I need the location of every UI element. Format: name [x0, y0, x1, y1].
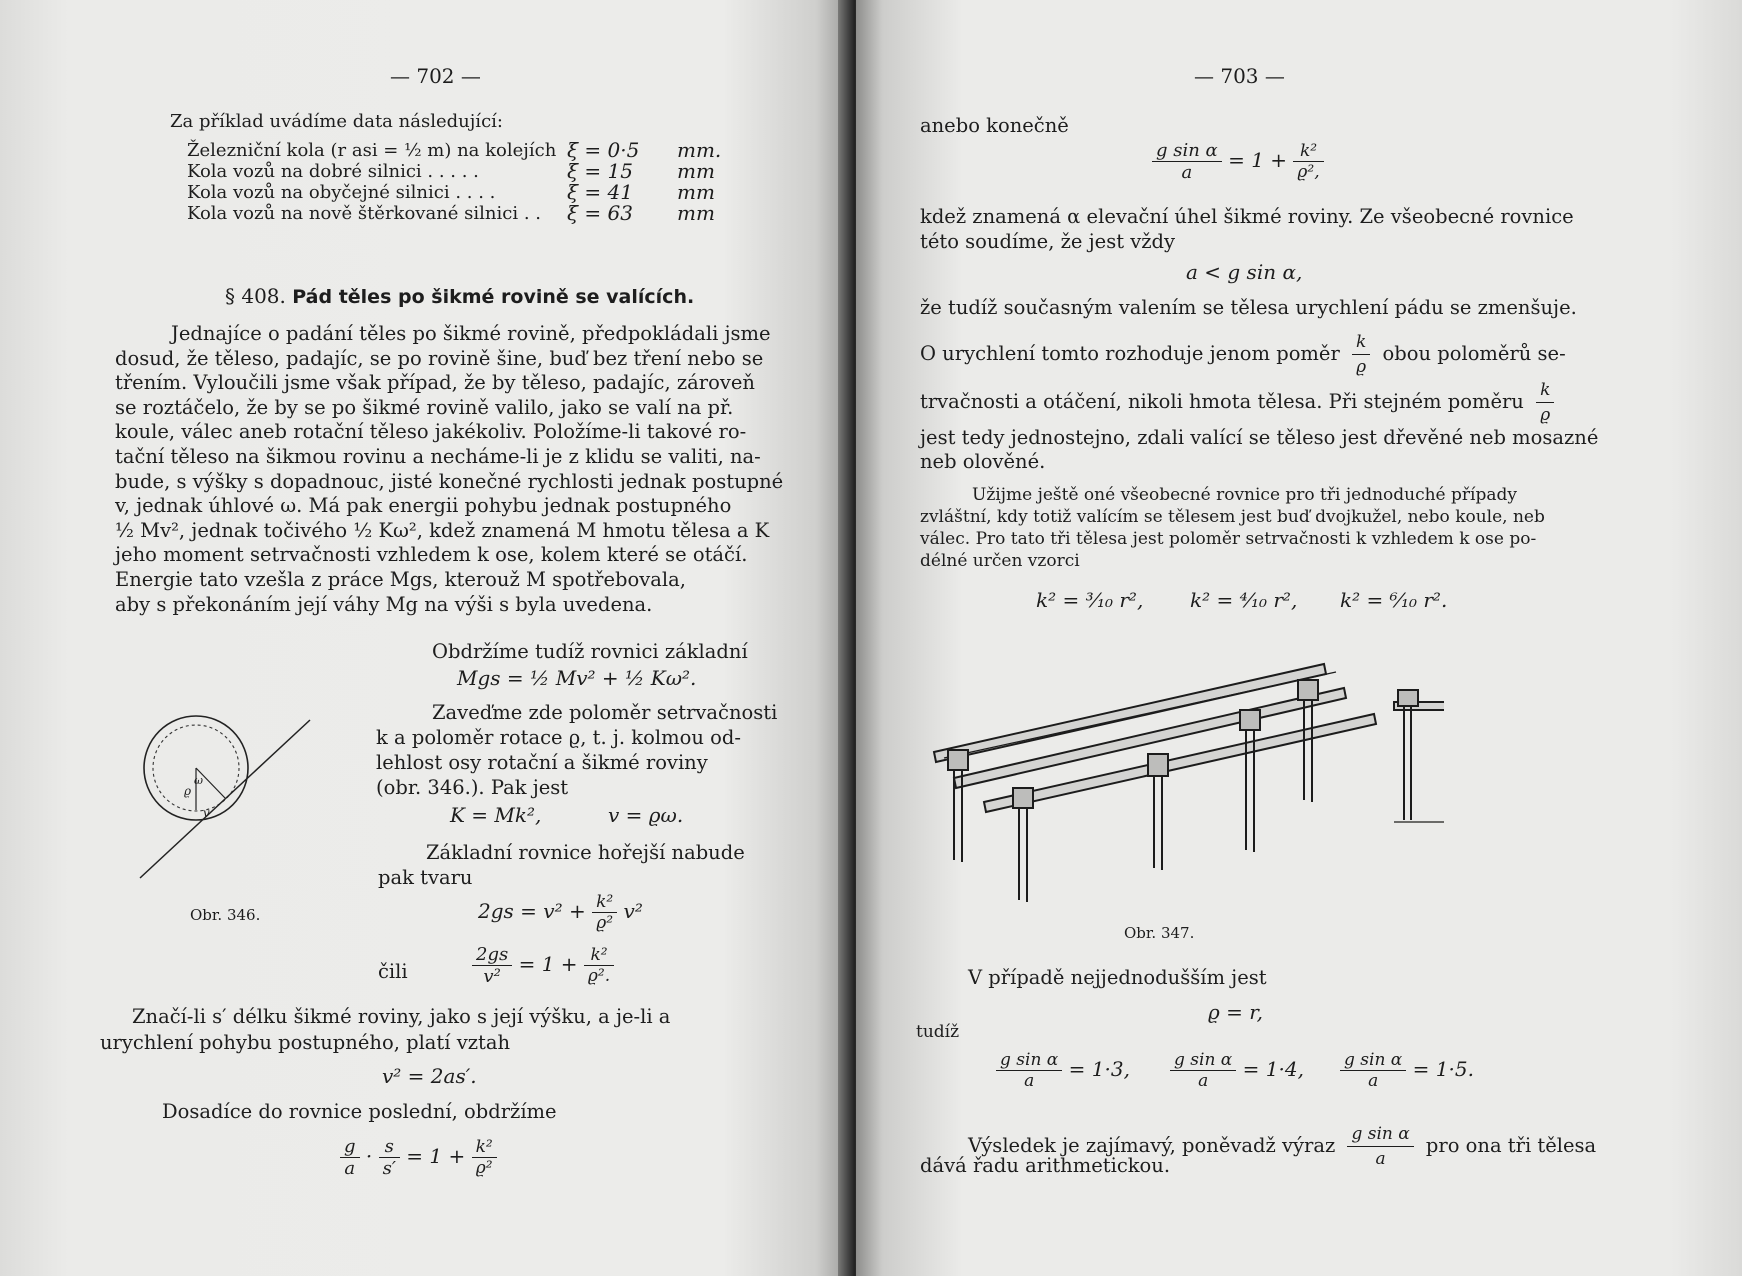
figure-347: [924, 650, 1444, 920]
figure-caption: Obr. 347.: [1124, 924, 1195, 942]
section-title: Pád těles po šikmé rovině se valících.: [292, 286, 695, 308]
data-row: Kola vozů na dobré silnici . . . . . ξ = 15 mm: [187, 159, 715, 183]
clamp: [1148, 754, 1168, 776]
figure-caption: Obr. 346.: [190, 906, 261, 924]
para-2-line-1: že tudíž současným valením se tělesa urychlení pádu se zmenšuje.: [920, 296, 1577, 319]
small-paragraph: Užijme ještě oné všeobecné rovnice pro tři jednoduché případy zvláštní, kdy totiž valícím se tělesem jest buď dvojkužel, nebo koule, neb válec. Pro tato tři tělesa jest poloměr setrvačnosti k vzhledem k ose po- délné určen vzorci: [920, 485, 1545, 571]
result-3: $\frac{\text{g sin α}}{a}$ = 1·5.: [1340, 1050, 1474, 1091]
fig-label-v: v: [203, 806, 210, 820]
moment-equation: K = Mk²,: [450, 803, 542, 827]
page-number: — 703 —: [1194, 64, 1285, 88]
paragraph-1: Jednajíce o padání těles po šikmé rovině, předpokládali jsme dosud, že těleso, padajíc, se po rovině šine, buď bez tření nebo se třením. Vyloučili jsme však případ, že by těleso, padajíc, zároveň se roztáčelo, že by se po šikmé rovině valilo, jako se valí na př. koule, válec aneb rotační těleso jakékoliv. Položíme-li takové ro- tační těleso na šikmou rovinu a necháme-li je z klidu se valiti, na- bude, s výšky s dopadnouc, jisté konečné rychlosti jednak postupné v, jednak úhlové ω. Má pak energii pohybu jednak postupného ½ Mv², jednak točivého ½ Kω², kdež znamená M hmotu tělesa a K jeho moment setrvačnosti vzhledem k ose, kolem které se otáčí. Energie tato vzešla z práce Mgs, kterouž M spotřebovala, aby s překonáním její váhy Mg na výši s byla uvedena.: [115, 322, 784, 616]
clamp: [1013, 788, 1033, 808]
energy-equation: Mgs = ½ Mv² + ½ Kω².: [457, 666, 697, 690]
para-1: kdež znamená α elevační úhel šikmé roviny. Ze všeobecné rovnice této soudíme, že jest vždy: [920, 205, 1574, 253]
k-formula-3: k² = ⁶⁄₁₀ r².: [1340, 588, 1448, 612]
k-formula-1: k² = ³⁄₁₀ r²,: [1036, 588, 1144, 612]
page-number: — 702 —: [390, 64, 481, 88]
right-page: [856, 0, 1742, 1276]
equation-v2: v² = 2as′.: [382, 1064, 477, 1088]
cili-label: čili: [378, 960, 408, 983]
equation-main: $\frac{\text{g sin α}}{a}$ = 1 + $\frac{\text{k²}}{\text{ϱ²,}}$: [1152, 140, 1324, 183]
result-1: $\frac{\text{g sin α}}{a}$ = 1·3,: [996, 1050, 1130, 1091]
section-heading: [225, 284, 694, 308]
data-row: Kola vozů na nově štěrkované silnici . . ξ = 63 mm: [187, 201, 715, 225]
para-2-line-2: O urychlení tomto rozhoduje jenom poměr $\frac{k}{ϱ}$ obou poloměrů se-: [920, 332, 1566, 377]
final-equation: $\frac{g}{a}$ · $\frac{s}{s'}$ = 1 + $\frac{\text{k²}}{\text{ϱ²}}$: [340, 1136, 497, 1179]
data-row: Železniční kola (r asi = ½ m) na kolejích ξ = 0·5 mm.: [187, 138, 722, 162]
para-2-end: jest tedy jednostejno, zdali valící se těleso jest dřevěné neb mosazné neb olověné.: [920, 426, 1599, 473]
conclusion-line-2: dává řadu arithmetickou.: [920, 1154, 1171, 1177]
section-number: § 408.: [225, 284, 286, 308]
data-table: [187, 140, 721, 224]
tudiz-label: tudíž: [916, 1022, 960, 1042]
figure-346: [110, 700, 325, 900]
radius-intro: Zaveďme zde poloměr setrvačnosti k a poloměr rotace ϱ, t. j. kolmou od- lehlost osy rotační a šikmé roviny (obr. 346.). Pak jest: [376, 701, 778, 799]
paragraph-3: Dosadíce do rovnice poslední, obdržíme: [162, 1100, 557, 1123]
paragraph-2: Značí-li s′ délku šikmé roviny, jako s její výšku, a je-li a urychlení pohybu postupného, platí vztah: [100, 1005, 671, 1054]
velocity-equation: v = ϱω.: [608, 803, 684, 827]
obtain-line: Obdržíme tudíž rovnici základní: [432, 640, 748, 663]
data-row: Kola vozů na obyčejné silnici . . . . ξ = 41 mm: [187, 180, 715, 204]
finally-text: anebo konečně: [920, 114, 1069, 137]
simplest-case: V případě nejjednodušším jest: [968, 966, 1267, 989]
inequality: a < g sin α,: [1186, 260, 1303, 284]
para-2-line-3: trvačnosti a otáčení, nikoli hmota tělesa. Při stejném poměru $\frac{k}{ϱ}$: [920, 378, 1554, 427]
result-2: $\frac{\text{g sin α}}{a}$ = 1·4,: [1170, 1050, 1304, 1091]
conclusion-line-1: Výsledek je zajímavý, poněvadž výraz $\frac{\text{g sin α}}{a}$ pro ona tři tělesa: [968, 1124, 1597, 1169]
equation-ratio: $\frac{2gs}{\text{v²}}$ = 1 + $\frac{\text{k²}}{\text{ϱ².}}$: [472, 944, 614, 987]
intro-text: Za příklad uvádíme data následující:: [170, 111, 503, 132]
clamp: [1240, 710, 1260, 730]
base-equation-intro: Základní rovnice hořejší nabude pak tvaru: [378, 841, 745, 889]
fig-label-rho: ϱ: [184, 784, 192, 798]
equation-2gs: 2gs = v² + $\frac{\text{k²}}{\text{ϱ²}}$ v²: [478, 892, 643, 933]
rho-equals-r: ϱ = r,: [1208, 1000, 1263, 1024]
left-page: [0, 0, 850, 1276]
clamp: [1298, 680, 1318, 700]
incline-line: [140, 720, 310, 878]
fig-label-omega: ω: [194, 774, 203, 787]
clamp: [948, 750, 968, 770]
k-formula-2: k² = ⁴⁄₁₀ r²,: [1190, 588, 1298, 612]
